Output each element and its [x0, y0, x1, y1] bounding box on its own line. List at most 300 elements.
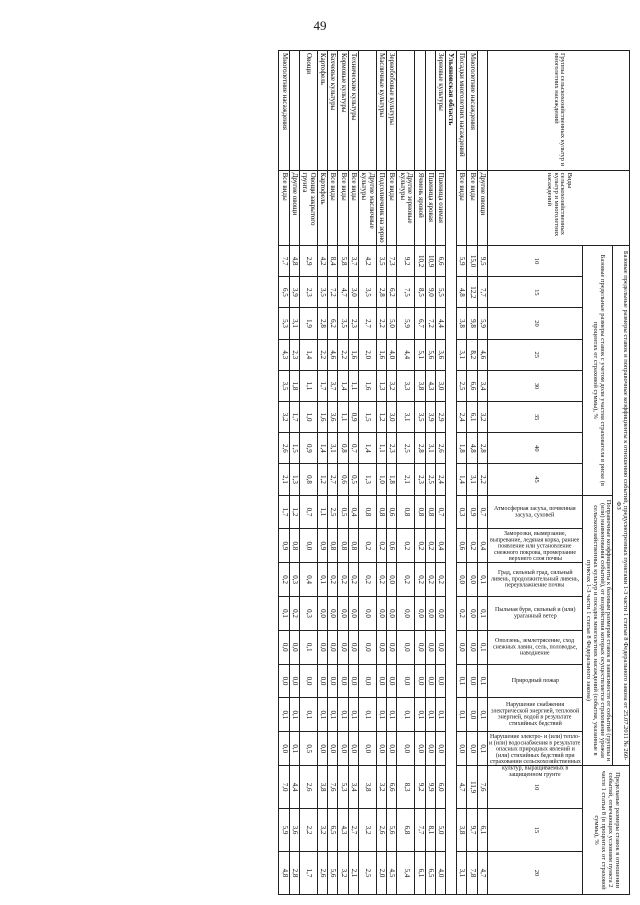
final-rate-cell: 7,6 — [477, 766, 487, 809]
coef-cell: 0,1 — [387, 698, 397, 732]
base-rate-cell: 1,4 — [300, 339, 318, 370]
base-rate-cell: 1,8 — [387, 464, 397, 495]
base-rate-cell: 3,1 — [457, 339, 467, 370]
table-row — [477, 51, 487, 895]
group-cell: Овощи — [300, 51, 318, 171]
coef-cell: 0,8 — [348, 529, 358, 563]
final-rate-cell: 4,7 — [477, 851, 487, 894]
group-cell — [477, 51, 487, 171]
kind-cell: Все виды — [279, 170, 289, 245]
base-rate-cell: 3,1 — [467, 464, 477, 495]
base-rate-cell: 1,4 — [338, 370, 348, 401]
coef-cell: 0,8 — [328, 529, 338, 563]
base-rate-cell: 4,4 — [435, 308, 445, 339]
percent-header: 30 — [488, 370, 583, 401]
coef-cell: 0,0 — [387, 732, 397, 766]
base-rate-cell: 3,9 — [425, 402, 435, 433]
coef-cell: 0,0 — [467, 698, 477, 732]
base-rate-cell: 6,6 — [467, 370, 477, 401]
base-rate-cell: 5,6 — [425, 339, 435, 370]
coef-cell: 0,0 — [435, 732, 445, 766]
base-rate-cell: 3,1 — [328, 433, 338, 464]
coef-cell: 0,3 — [457, 495, 467, 529]
base-rate-cell: 5,9 — [457, 246, 467, 277]
base-rate-cell: 4,3 — [425, 370, 435, 401]
coef-cell: 0,1 — [477, 563, 487, 597]
coef-cell: 2,5 — [328, 495, 338, 529]
kind-cell: Все виды — [348, 170, 358, 245]
coef-cell: 0,0 — [317, 597, 327, 631]
coef-cell: 0,1 — [477, 630, 487, 664]
base-rate-cell: 2,2 — [338, 339, 348, 370]
final-percent-header: 15 — [488, 809, 583, 852]
coef-cell: 0,7 — [300, 495, 318, 529]
base-rate-cell: 7,2 — [425, 308, 435, 339]
final-rate-cell: 6,1 — [415, 851, 425, 894]
kind-cell: Другие масличные культуры — [359, 170, 377, 245]
final-rate-cell: 5,0 — [435, 809, 445, 852]
coef-cell: 0,0 — [376, 597, 386, 631]
coef-cell: 0,0 — [300, 664, 318, 698]
kind-cell: Другие овощи — [289, 170, 299, 245]
base-rate-cell: 3,8 — [457, 308, 467, 339]
base-rate-cell: 2,6 — [279, 433, 289, 464]
percent-header: 40 — [488, 433, 583, 464]
coef-cell: 0,2 — [376, 563, 386, 597]
coef-column-header — [488, 529, 583, 563]
coef-cell: 0,2 — [457, 597, 467, 631]
base-rate-cell: 1,9 — [300, 308, 318, 339]
final-rate-cell: 4,8 — [279, 851, 289, 894]
final-rate-cell: 2,0 — [376, 851, 386, 894]
coef-cell: 0,1 — [328, 698, 338, 732]
coef-cell: 0,0 — [289, 630, 299, 664]
kind-cell: Овощи закрытого грунта — [300, 170, 318, 245]
coef-cell: 0,2 — [359, 563, 377, 597]
base-rate-cell: 4,8 — [289, 246, 299, 277]
base-rate-cell: 3,0 — [387, 402, 397, 433]
final-rate-cell: 3,2 — [376, 766, 386, 809]
coef-cell: 0,0 — [457, 732, 467, 766]
kind-cell: Подсолнечник на зерно — [376, 170, 386, 245]
coef-cell: 0,1 — [457, 664, 467, 698]
base-rate-cell: 2,9 — [435, 402, 445, 433]
base-rate-cell: 2,3 — [415, 464, 425, 495]
base-rate-cell: 2,2 — [376, 308, 386, 339]
coef-cell: 0,2 — [328, 563, 338, 597]
base-rate-cell: 1,4 — [317, 433, 327, 464]
group-cell — [289, 51, 299, 171]
base-rate-cell: 0,8 — [300, 464, 318, 495]
coef-cell: 0,2 — [415, 529, 425, 563]
region-row — [446, 51, 457, 895]
base-rate-cell: 9,8 — [467, 308, 477, 339]
kind-cell: Пшеница яровая — [425, 170, 435, 245]
coef-cell: 0,1 — [397, 698, 415, 732]
base-rate-cell: 8,2 — [467, 339, 477, 370]
base-rate-cell: 1,7 — [289, 402, 299, 433]
final-rate-cell: 3,4 — [348, 766, 358, 809]
coef-cell: 0,5 — [338, 495, 348, 529]
final-rate-cell: 2,8 — [289, 851, 299, 894]
base-rate-cell: 3,2 — [387, 370, 397, 401]
group-cell: Зерновые культуры — [435, 51, 445, 171]
coef-cell: 0,1 — [477, 664, 487, 698]
base-rate-cell: 2,8 — [415, 433, 425, 464]
coef-cell: 0,3 — [289, 563, 299, 597]
coef-cell: 0,2 — [397, 529, 415, 563]
base-rate-cell: 7,2 — [328, 277, 338, 308]
coef-cell: 0,2 — [415, 563, 425, 597]
coef-cell: 0,2 — [376, 529, 386, 563]
base-rate-cell: 6,2 — [387, 277, 397, 308]
group-cell: Многолетние насаждения — [467, 51, 477, 171]
final-rate-cell: 6,1 — [477, 809, 487, 852]
coef-cell: 0,9 — [279, 529, 289, 563]
base-rate-cell: 3,2 — [477, 402, 487, 433]
coef-cell: 0,1 — [338, 698, 348, 732]
group-cell: Бахчевые культуры — [328, 51, 338, 171]
coef-cell: 0,1 — [289, 732, 299, 766]
coef-cell: 0,2 — [359, 529, 377, 563]
base-rate-cell: 2,1 — [279, 464, 289, 495]
coef-column-header — [488, 563, 583, 597]
base-rate-cell: 1,2 — [376, 402, 386, 433]
coef-cell: 0,0 — [328, 597, 338, 631]
coef-cell: 0,1 — [279, 698, 289, 732]
coef-cell: 0,0 — [300, 529, 318, 563]
base-rate-cell: 3,6 — [435, 339, 445, 370]
coef-column-label: Природный пожар — [511, 677, 559, 684]
base-rate-cell: 0,9 — [348, 402, 358, 433]
group-cell: Посадки многолетних насаждений — [457, 51, 467, 171]
coef-cell: 0,2 — [279, 563, 289, 597]
base-rate-cell: 1,8 — [457, 433, 467, 464]
base-rate-cell: 7,5 — [397, 277, 415, 308]
kind-cell: Ячмень яровой — [415, 170, 425, 245]
group-cell: Кормовые культуры — [338, 51, 348, 171]
base-rate-cell: 1,1 — [348, 370, 358, 401]
base-rate-cell: 5,1 — [415, 339, 425, 370]
base-rate-cell: 2,3 — [289, 339, 299, 370]
coef-cell: 0,0 — [328, 630, 338, 664]
rotated-page — [30, 50, 630, 895]
coef-cell: 0,1 — [477, 597, 487, 631]
final-rate-cell: 2,7 — [348, 809, 358, 852]
coef-cell: 0,1 — [289, 698, 299, 732]
base-rate-cell: 0,7 — [348, 433, 358, 464]
base-rate-cell: 1,3 — [376, 370, 386, 401]
final-rate-cell: 3,8 — [457, 809, 467, 852]
base-rate-cell: 2,8 — [376, 277, 386, 308]
final-rate-cell: 2,5 — [359, 851, 377, 894]
kind-cell: Все виды — [457, 170, 467, 245]
coef-cell: 0,1 — [279, 597, 289, 631]
coef-cell: 0,0 — [397, 630, 415, 664]
coef-cell: 0,0 — [415, 664, 425, 698]
coef-cell: 0,0 — [279, 732, 289, 766]
base-rate-cell: 3,7 — [328, 370, 338, 401]
coef-cell: 0,0 — [359, 664, 377, 698]
group-cell: Масличные культуры — [376, 51, 386, 171]
table-row — [457, 51, 467, 895]
region-label: Ульяновская область — [446, 51, 457, 895]
table-row — [397, 51, 415, 895]
base-rate-cell: 3,6 — [328, 402, 338, 433]
coef-cell: 1,7 — [279, 495, 289, 529]
coef-cell: 0,0 — [397, 664, 415, 698]
coef-column-label: Град, сильный град, сильный ливень, продолжительный ливень, переувлажнение почвы — [491, 570, 580, 589]
coef-cell: 0,0 — [425, 664, 435, 698]
base-rate-cell: 1,8 — [289, 370, 299, 401]
coef-cell: 0,0 — [467, 563, 477, 597]
final-rate-cell: 6,6 — [387, 766, 397, 809]
base-rate-cell: 2,8 — [317, 308, 327, 339]
coef-cell: 0,6 — [387, 529, 397, 563]
base-rate-cell: 1,0 — [300, 402, 318, 433]
final-rate-cell: 2,6 — [376, 809, 386, 852]
base-rate-cell: 0,9 — [300, 433, 318, 464]
base-header: Базовые предельные размеры ставок с учетом доли участия страхователя в риске (в процентах от страховой суммы), % — [583, 246, 613, 496]
coef-cell: 0,0 — [415, 630, 425, 664]
base-rate-cell: 1,6 — [317, 402, 327, 433]
table-row — [435, 51, 445, 895]
base-rate-cell: 2,1 — [397, 464, 415, 495]
coef-cell: 0,0 — [467, 630, 477, 664]
final-rate-cell: 11,9 — [467, 766, 477, 809]
base-rate-cell: 2,3 — [387, 433, 397, 464]
base-rate-cell: 0,8 — [338, 433, 348, 464]
coef-cell: 0,0 — [397, 732, 415, 766]
base-rate-cell: 3,9 — [289, 277, 299, 308]
coef-cell: 0,8 — [359, 495, 377, 529]
base-rate-cell: 3,7 — [348, 246, 358, 277]
base-rate-cell: 3,2 — [279, 402, 289, 433]
group-cell — [415, 51, 425, 171]
coef-cell: 0,0 — [338, 597, 348, 631]
coef-column-header — [488, 732, 583, 779]
final-rate-cell: 8,1 — [425, 809, 435, 852]
final-rate-cell: 2,1 — [348, 851, 358, 894]
coef-cell: 0,0 — [317, 732, 327, 766]
base-rate-cell: 3,5 — [415, 402, 425, 433]
final-rate-cell: 3,2 — [317, 809, 327, 852]
base-rate-cell: 7,7 — [279, 246, 289, 277]
base-rate-cell: 3,1 — [425, 433, 435, 464]
coef-cell: 0,0 — [376, 732, 386, 766]
group-cell: Зернобобовые культуры — [387, 51, 397, 171]
kind-cell: Все виды — [387, 170, 397, 245]
final-rate-cell: 3,2 — [359, 809, 377, 852]
base-rate-cell: 1,3 — [359, 464, 377, 495]
kind-cell: Пшеница озимая — [435, 170, 445, 245]
coef-cell: 0,9 — [467, 495, 477, 529]
coef-cell: 0,0 — [289, 664, 299, 698]
base-rate-cell: 9,5 — [477, 246, 487, 277]
base-rate-cell: 4,6 — [477, 339, 487, 370]
coef-column-label: Нарушение снабжения электрической энергией, тепловой энергией, водой в результате стихийных бедствий — [491, 702, 580, 728]
coef-cell: 0,0 — [348, 630, 358, 664]
base-rate-cell: 1,3 — [289, 464, 299, 495]
table-row — [348, 51, 358, 895]
final-rate-cell: 4,7 — [457, 766, 467, 809]
coef-cell: 0,0 — [457, 563, 467, 597]
coef-cell: 0,0 — [328, 732, 338, 766]
coef-cell: 0,0 — [279, 630, 289, 664]
coef-column-label: Пыльная буря, сильный и (или) ураганный ветер — [494, 607, 576, 620]
base-rate-cell: 2,6 — [435, 433, 445, 464]
final-rate-cell: 2,6 — [300, 766, 318, 809]
kind-cell: Другие овощи — [477, 170, 487, 245]
base-rate-cell: 5,9 — [397, 308, 415, 339]
base-rate-cell: 1,2 — [317, 464, 327, 495]
coef-cell: 0,0 — [338, 630, 348, 664]
final-rate-cell: 7,7 — [415, 809, 425, 852]
coef-cell: 0,1 — [435, 698, 445, 732]
percent-header: 15 — [488, 277, 583, 308]
table-row — [328, 51, 338, 895]
group-header: Группы сельскохозяйственных культур и многолетних насаждений — [488, 51, 630, 171]
base-rate-cell: 1,1 — [376, 433, 386, 464]
final-rate-cell: 2,2 — [300, 809, 318, 852]
table-row — [376, 51, 386, 895]
page-number: 49 — [313, 18, 327, 33]
kind-cell: Все виды — [338, 170, 348, 245]
base-rate-cell: 1,4 — [359, 433, 377, 464]
base-rate-cell: 4,2 — [359, 246, 377, 277]
base-rate-cell: 7,3 — [387, 246, 397, 277]
coef-cell: 0,0 — [359, 732, 377, 766]
coef-cell: 0,0 — [415, 597, 425, 631]
coef-cell: 0,1 — [359, 698, 377, 732]
base-rate-cell: 6,5 — [279, 277, 289, 308]
coef-cell: 0,0 — [376, 630, 386, 664]
coef-column-header — [488, 630, 583, 664]
final-rate-cell: 9,9 — [425, 766, 435, 809]
base-rate-cell: 2,0 — [359, 339, 377, 370]
coef-cell: 0,0 — [387, 630, 397, 664]
base-rate-cell: 8,5 — [415, 277, 425, 308]
base-rate-cell: 4,4 — [397, 339, 415, 370]
final-header: Предельные размеры ставок в отношении событий, отвечающих условиям пункта 2 части 1 статьи 8 (в процентах от страховой суммы), % — [583, 766, 630, 895]
final-rate-cell: 5,4 — [397, 851, 415, 894]
base-rate-cell: 2,4 — [435, 464, 445, 495]
coef-cell: 0,2 — [467, 529, 477, 563]
coef-cell: 0,0 — [387, 664, 397, 698]
final-rate-cell: 3,2 — [338, 851, 348, 894]
base-rate-cell: 1,6 — [359, 370, 377, 401]
base-rate-cell: 2,3 — [300, 277, 318, 308]
base-rate-cell: 3,5 — [376, 246, 386, 277]
percent-header: 45 — [488, 464, 583, 495]
final-rate-cell: 3,8 — [317, 766, 327, 809]
final-rate-cell: 6,5 — [425, 851, 435, 894]
coef-cell: 0,1 — [376, 698, 386, 732]
base-rate-cell: 0,5 — [348, 464, 358, 495]
base-rate-cell: 2,7 — [328, 464, 338, 495]
base-rate-cell: 9,2 — [397, 246, 415, 277]
base-rate-cell: 1,7 — [317, 370, 327, 401]
base-rate-cell: 1,4 — [457, 464, 467, 495]
coef-column-header — [488, 698, 583, 732]
coef-cell: 0,0 — [328, 664, 338, 698]
base-rate-cell: 0,6 — [338, 464, 348, 495]
base-rate-cell: 3,5 — [279, 370, 289, 401]
final-rate-cell: 4,3 — [338, 809, 348, 852]
coef-cell: 0,2 — [425, 563, 435, 597]
coef-cell: 0,0 — [338, 664, 348, 698]
final-rate-cell: 4,5 — [387, 851, 397, 894]
final-rate-cell: 6,8 — [397, 809, 415, 852]
table-row — [300, 51, 318, 895]
coef-cell: 0,8 — [376, 495, 386, 529]
coef-cell: 0,1 — [348, 698, 358, 732]
base-rate-cell: 10,9 — [425, 246, 435, 277]
coef-cell: 0,0 — [317, 630, 327, 664]
coef-cell: 0,3 — [300, 597, 318, 631]
group-cell: Многолетние насаждения — [279, 51, 289, 171]
table-row — [425, 51, 435, 895]
base-rate-cell: 3,0 — [348, 277, 358, 308]
base-rate-cell: 2,5 — [457, 370, 467, 401]
percent-header: 20 — [488, 308, 583, 339]
coef-cell: 0,1 — [317, 563, 327, 597]
base-rate-cell: 2,8 — [477, 433, 487, 464]
base-rate-cell: 1,6 — [376, 339, 386, 370]
base-rate-cell: 3,8 — [415, 370, 425, 401]
base-rate-cell: 1,1 — [338, 402, 348, 433]
base-rate-cell: 12,2 — [467, 277, 477, 308]
final-rate-cell: 2,6 — [317, 851, 327, 894]
final-rate-cell: 3,1 — [457, 851, 467, 894]
kind-header: Виды сельскохозяйственных культур и многолетних насаждений — [488, 170, 630, 245]
base-rate-cell: 6,7 — [415, 308, 425, 339]
base-rate-cell: 2,7 — [359, 308, 377, 339]
coef-cell: 0,2 — [289, 597, 299, 631]
final-rate-cell: 3,6 — [289, 809, 299, 852]
coef-cell: 0,2 — [348, 563, 358, 597]
coef-cell: 0,0 — [425, 732, 435, 766]
coef-cell: 0,0 — [359, 630, 377, 664]
base-rate-cell: 2,5 — [397, 433, 415, 464]
coef-cell: 0,8 — [397, 495, 415, 529]
coef-cell: 0,2 — [338, 563, 348, 597]
final-rate-cell: 7,6 — [328, 766, 338, 809]
final-rate-cell: 4,0 — [435, 851, 445, 894]
coef-column-label: Нарушение электро- и (или) тепло- и (или) водоснабжения в результате опасных природных явлений и (или) стихийных бедствий при страховании сельскохозяйственных культур, выращиваемых в защищенном грунте — [489, 734, 581, 779]
coef-cell: 1,1 — [317, 495, 327, 529]
base-rate-cell: 2,5 — [425, 464, 435, 495]
base-rate-cell: 5,5 — [435, 277, 445, 308]
final-rate-cell: 5,9 — [279, 809, 289, 852]
group-cell: Картофель — [317, 51, 327, 171]
base-rate-cell: 10,2 — [415, 246, 425, 277]
base-rate-cell: 4,6 — [328, 339, 338, 370]
base-rate-cell: 3,4 — [477, 370, 487, 401]
coef-cell: 0,0 — [467, 664, 477, 698]
coef-column-label: Оползень, землетрясение, сход снежных лавин, сель, половодье, наводнение — [493, 637, 578, 657]
coef-cell: 0,1 — [300, 698, 318, 732]
coef-cell: 0,0 — [338, 732, 348, 766]
coef-cell: 0,0 — [435, 630, 445, 664]
coef-cell: 0,0 — [467, 597, 477, 631]
table-row — [279, 51, 289, 895]
table-row — [387, 51, 397, 895]
coef-cell: 0,2 — [397, 563, 415, 597]
table-row — [289, 51, 299, 895]
base-rate-cell: 5,8 — [338, 246, 348, 277]
coef-cell: 0,0 — [415, 732, 425, 766]
